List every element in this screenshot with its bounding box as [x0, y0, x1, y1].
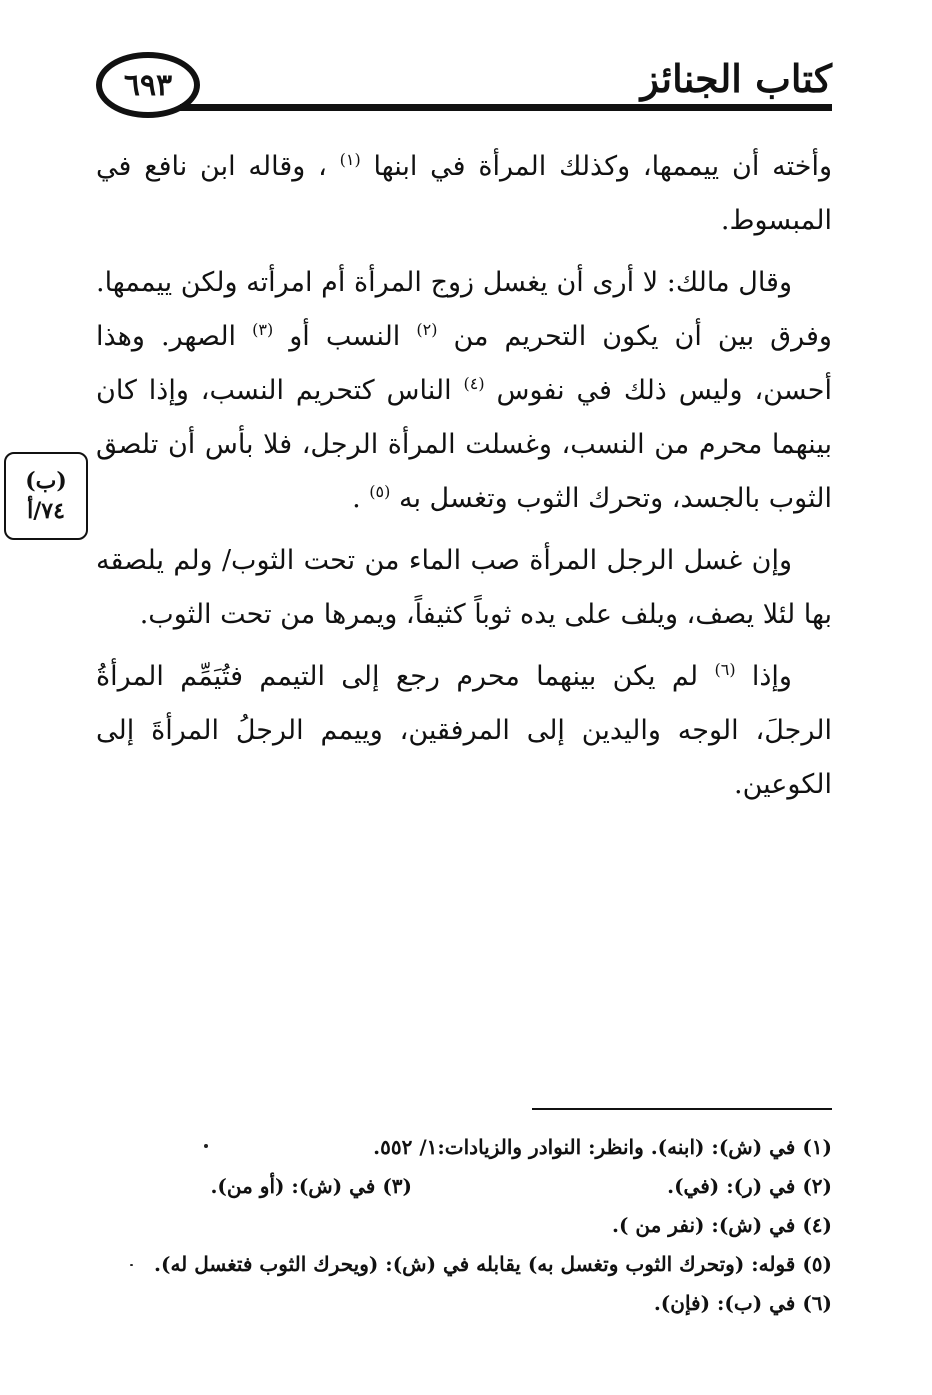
footnote-6: (٦) في (ب): (فإن).	[653, 1291, 832, 1315]
footnote-5: (٥) قوله: (وتحرك الثوب وتغسل به) يقابله في (ش): (ويحرك الثوب فتغسل له).	[154, 1252, 832, 1276]
paragraph-4	[96, 650, 832, 812]
paragraph-3: وإن غسل الرجل المرأة صب الماء من تحت الثوب/ ولم يلصقه بها لئلا يصف، ويلف على يده ثوباً كثيفاً، ويمرها من تحت الثوب.	[96, 545, 832, 630]
text-run: وقال مالك: لا أرى أن يغسل زوج المرأة أم امرأته ولكن ييممها. وفرق بين أن يكون التحريم من	[96, 267, 832, 352]
text-run: ، وقاله ابن نافع في المبسوط.	[96, 151, 832, 236]
footnote-row-2-3	[120, 1167, 832, 1206]
footnote-4: (٤) في (ش): (نفر من ).	[612, 1213, 832, 1237]
book-title: كتاب الجنائز	[640, 56, 832, 101]
text-run: الصهر. وهذا أحسن، وليس ذلك في نفوس	[96, 321, 832, 406]
footnote-ref-2[interactable]: (٢)	[416, 320, 438, 339]
scan-speck	[204, 1144, 208, 1148]
text-run: لم يكن بينهما محرم رجع إلى التيمم فتُيَمِّم المرأةُ الرجلَ، الوجه واليدين إلى المرفقين، وييمم الرجلُ المرأةَ إلى الكوعين.	[96, 661, 832, 800]
page-header	[0, 0, 932, 140]
margin-note-line2: ٧٤/أ	[27, 498, 65, 524]
footnote-ref-4[interactable]: (٤)	[463, 374, 485, 393]
paragraph-1	[96, 140, 832, 248]
text-run: وإذا	[751, 661, 792, 692]
footnote-ref-1[interactable]: (١)	[339, 150, 361, 169]
footnote-ref-5[interactable]: (٥)	[369, 482, 391, 501]
header-rule	[180, 104, 832, 111]
footnote-3: (٣) في (ش): (أو من).	[210, 1174, 412, 1198]
main-text	[96, 140, 832, 820]
text-run: وأخته أن ييممها، وكذلك المرأة في ابنها	[373, 151, 832, 182]
margin-note-line1: (ب)	[25, 468, 67, 494]
text-run: النسب أو	[289, 321, 401, 352]
footnote-ref-6[interactable]: (٦)	[714, 660, 736, 679]
margin-folio-note	[4, 452, 88, 540]
paragraph-2	[96, 256, 832, 526]
page-number-badge	[96, 52, 200, 118]
footnote-ref-3[interactable]: (٣)	[252, 320, 274, 339]
footnote-1: (١) في (ش): (ابنه). وانظر: النوادر والزيادات:١/ ٥٥٢.	[373, 1135, 832, 1159]
text-run: الناس كتحريم النسب، وإذا كان بينهما محرم من النسب، وغسلت المرأة الرجل، فلا بأس أن تلصق الثوب بالجسد، وتحرك الثوب وتغسل به	[96, 375, 832, 514]
page-number: ٦٩٣	[123, 67, 173, 103]
scan-speck	[130, 1264, 133, 1266]
footnote-2: (٢) في (ر): (في).	[667, 1174, 832, 1198]
footnote-separator	[532, 1108, 832, 1110]
footnotes	[120, 1128, 832, 1323]
text-run: .	[352, 483, 361, 514]
